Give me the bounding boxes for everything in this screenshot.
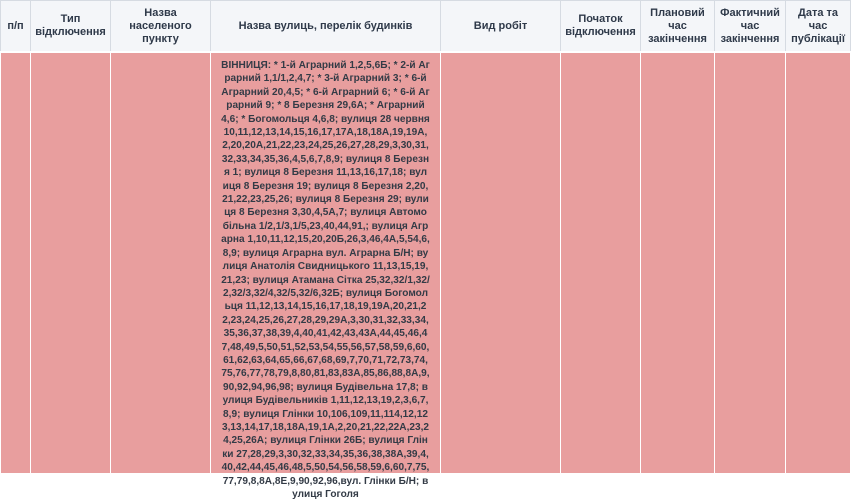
header-row — [1, 1, 851, 53]
cell-settlement — [111, 52, 211, 473]
col-header-planned-end[interactable]: Плановий час закінчення — [641, 1, 715, 53]
cell-work-type — [441, 52, 561, 473]
cell-outage-type — [31, 52, 111, 473]
table-row — [1, 52, 851, 473]
col-header-streets[interactable]: Назва вулиць, перелік будинків — [211, 1, 441, 53]
cell-streets — [211, 52, 441, 500]
col-header-number[interactable]: п/п — [1, 1, 31, 53]
col-header-work-type[interactable]: Вид робіт — [441, 1, 561, 53]
cell-number — [1, 52, 31, 473]
cell-actual-end — [715, 52, 786, 473]
col-header-outage-type[interactable]: Тип відключення — [31, 1, 111, 53]
col-header-start-time[interactable]: Початок відключення — [561, 1, 641, 53]
cell-planned-end — [641, 52, 715, 473]
col-header-settlement[interactable]: Назва населеного пункту — [111, 1, 211, 53]
table-header — [1, 1, 851, 53]
cell-published — [786, 52, 851, 473]
cell-start-time — [561, 52, 641, 473]
streets-list: ВІННИЦЯ: * 1-й Аграрний 1,2,5,6Б; * 2-й Аграрний 1,1/1,2,4,7; * 3-й Аграрний 3; * 6-й Аграрний 20,4,5; * 6-й Аграрний 6; * 6-й Аграрний 9; * 8 Березня 29,6А; * Аграрний 4,6; * Богомольця 4,6,8; вулиця 28 червня 10,11,12,13,14,15,16,17,17А,18,18А,19,19А,2,20,20А,21,22,23,24,25,26,27,28,29,3,30,31,32,33,34,35,36,4,5,6,7,8,9; вулиця 8 Березня 1; вулиця 8 Березня 11,13,16,17,18; вулиця 8 Березня 19; вулиця 8 Березня 2,20,21,22,23,25,26; вулиця 8 Березня 29; вулиця 8 Березня 3,30,4,5А,7; вулиця Автомобільна 1/2,1/3,1/5,23,40,44,91,; вулиця Аграрна 1,10,11,12,15,20,20Б,26,3,46,4А,5,54,6,8,9; вулиця Аграрна вул. Аграрна Б/Н; вулиця Анатолія Свидницького 11,13,15,19,21,23; вулиця Атамана Сітка 25,32,32/1,32/2,32/3,32/4,32/5,32/6,32Б; вулиця Богомольця 11,12,13,14,15,16,17,18,19,19А,20,21,22,23,24,25,26,27,28,29,29А,3,30,31,32,33,34,35,36,37,38,39,4,40,41,42,43,43А,44,45,46,47,48,49,5,50,51,52,53,54,55,56,57,58,59,6,60,61,62,63,64,65,66,67,68,69,7,70,71,72,73,74,75,76,77,78,79,8,80,81,83,83А,85,86,88,8А,9,90,92,94,96,98; вулиця Будівельна 17,8; вулиця Будівельників 1,11,12,13,19,2,3,6,7,8,9; вулиця Глінки 10,106,109,11,114,12,123,13,14,17,18,18А,19,1А,2,20,21,22,22А,23,24,25,26А; вулиця Глінки 26Б; вулиця Глінки 27,28,29,3,30,32,33,34,35,36,38,38А,39,4,40,42,44,45,46,48,5,50,54,56,58,59,6,60,7,75,77,79,8,8А,8Е,9,90,92,96,вул. Глінки Б/Н; вулиця Гоголя — [221, 60, 430, 500]
col-header-actual-end[interactable]: Фактичний час закінчення — [715, 1, 786, 53]
col-header-published[interactable]: Дата та час публікації — [786, 1, 851, 53]
